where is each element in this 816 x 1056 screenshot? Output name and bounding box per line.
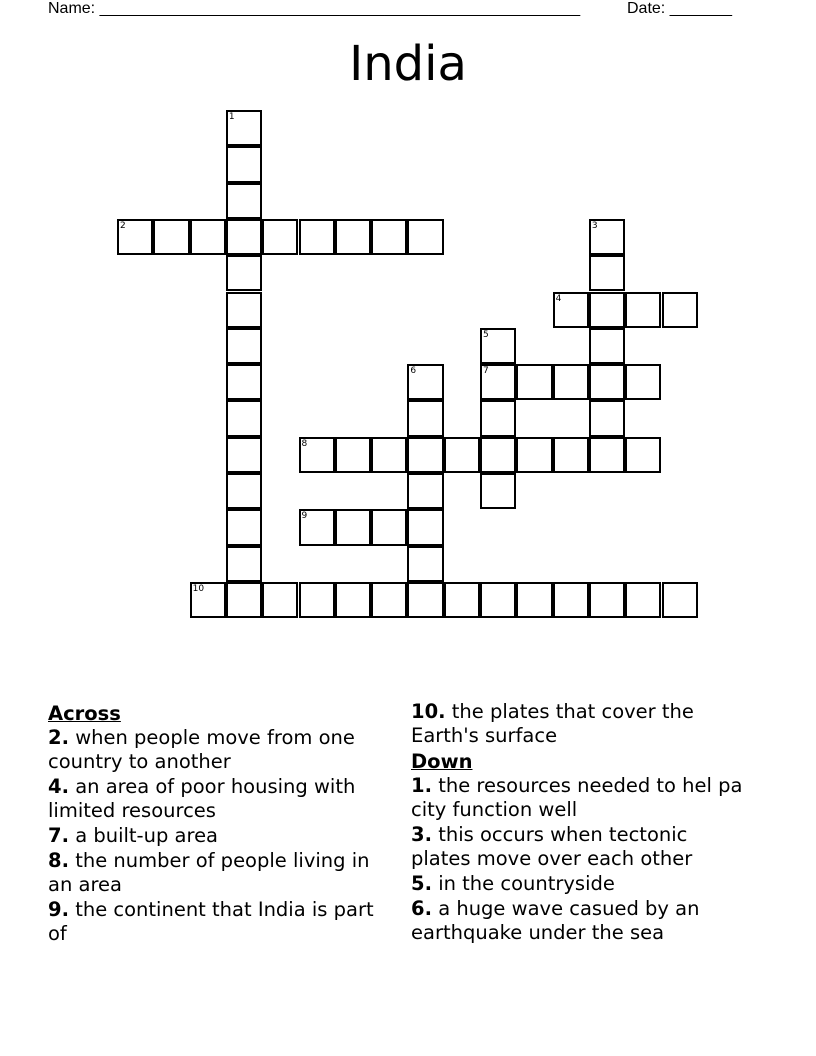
crossword-cell[interactable] — [226, 473, 262, 509]
name-field-label: Name: ______________________________________________________ — [48, 0, 581, 17]
clue-number: 10. — [411, 700, 446, 723]
cell-number: 2 — [120, 220, 126, 231]
crossword-cell[interactable] — [553, 437, 589, 473]
crossword-cell[interactable] — [516, 582, 552, 618]
crossword-cell[interactable] — [516, 364, 552, 400]
crossword-cell[interactable] — [480, 364, 516, 400]
crossword-cell[interactable] — [226, 292, 262, 328]
clue-number: 3. — [411, 823, 432, 846]
crossword-cell[interactable] — [407, 473, 443, 509]
crossword-cell[interactable] — [589, 364, 625, 400]
crossword-cell[interactable] — [625, 364, 661, 400]
crossword-cell[interactable] — [226, 546, 262, 582]
clue-number: 5. — [411, 872, 432, 895]
crossword-cell[interactable] — [262, 219, 298, 255]
crossword-cell[interactable] — [299, 437, 335, 473]
clue-text: the resources needed to hel pa city function well — [411, 774, 743, 821]
clue-text: in the countryside — [438, 872, 615, 895]
crossword-cell[interactable] — [625, 582, 661, 618]
crossword-cell[interactable] — [407, 219, 443, 255]
clue-number: 8. — [48, 849, 69, 872]
crossword-cell[interactable] — [226, 509, 262, 545]
crossword-cell[interactable] — [299, 582, 335, 618]
crossword-cell[interactable] — [226, 582, 262, 618]
cell-number: 7 — [483, 366, 489, 377]
crossword-cell[interactable] — [226, 437, 262, 473]
crossword-cell[interactable] — [589, 582, 625, 618]
crossword-cell[interactable] — [589, 255, 625, 291]
crossword-cell[interactable] — [589, 328, 625, 364]
clue-number: 6. — [411, 897, 432, 920]
cell-number: 4 — [555, 293, 562, 304]
clue-number: 2. — [48, 726, 69, 749]
crossword-cell[interactable] — [589, 437, 625, 473]
crossword-cell[interactable] — [407, 400, 443, 436]
crossword-cell[interactable] — [553, 364, 589, 400]
crossword-cell[interactable] — [625, 292, 661, 328]
clue-text: a huge wave casued by an earthquake under the sea — [411, 897, 700, 944]
clue-text: the plates that cover the Earth's surface — [411, 700, 694, 747]
crossword-cell[interactable] — [226, 400, 262, 436]
crossword-cell[interactable] — [371, 509, 407, 545]
crossword-cell[interactable] — [371, 437, 407, 473]
clue-text: the continent that India is part of — [48, 898, 374, 945]
across-clue-10 — [411, 700, 751, 748]
clue-number: 4. — [48, 775, 69, 798]
crossword-cell[interactable] — [153, 219, 189, 255]
crossword-cell[interactable] — [299, 219, 335, 255]
cell-number: 1 — [228, 112, 235, 122]
crossword-cell[interactable] — [226, 183, 262, 219]
cell-number: 10 — [192, 583, 205, 594]
cell-number: 6 — [410, 366, 417, 377]
across-clue-7 — [48, 824, 393, 848]
down-clue-1 — [411, 774, 751, 822]
crossword-cell[interactable] — [226, 110, 262, 146]
down-heading: Down — [411, 750, 473, 773]
crossword-cell[interactable] — [480, 437, 516, 473]
across-clue-9 — [48, 898, 393, 946]
crossword-cell[interactable] — [190, 582, 226, 618]
crossword-cell[interactable] — [589, 292, 625, 328]
crossword-cell[interactable] — [444, 437, 480, 473]
across-clue-2 — [48, 726, 393, 774]
crossword-cell[interactable] — [553, 582, 589, 618]
crossword-cell[interactable] — [625, 437, 661, 473]
crossword-cell[interactable] — [226, 328, 262, 364]
cell-number: 3 — [591, 220, 598, 231]
clue-text: the number of people living in an area — [48, 849, 370, 896]
crossword-cell[interactable] — [262, 582, 298, 618]
down-clue-6 — [411, 897, 751, 945]
crossword-cell[interactable] — [407, 582, 443, 618]
crossword-cell[interactable] — [335, 437, 371, 473]
crossword-cell[interactable] — [335, 509, 371, 545]
crossword-cell[interactable] — [407, 364, 443, 400]
clue-text: an area of poor housing with limited resources — [48, 775, 356, 822]
across-clue-4 — [48, 775, 393, 823]
crossword-cell[interactable] — [407, 546, 443, 582]
across-heading: Across — [48, 702, 121, 725]
page-title: India — [349, 36, 467, 92]
crossword-cell[interactable] — [226, 219, 262, 255]
crossword-cell[interactable] — [444, 582, 480, 618]
crossword-cell[interactable] — [226, 255, 262, 291]
crossword-cell[interactable] — [553, 292, 589, 328]
crossword-cell[interactable] — [299, 509, 335, 545]
crossword-cell[interactable] — [589, 219, 625, 255]
crossword-cell[interactable] — [662, 292, 698, 328]
date-field-label: Date: _______ — [627, 0, 732, 17]
clue-text: a built-up area — [75, 824, 219, 847]
clue-text: when people move from one country to another — [48, 726, 355, 773]
crossword-cell[interactable] — [371, 219, 407, 255]
crossword-cell[interactable] — [662, 582, 698, 618]
clue-number: 9. — [48, 898, 69, 921]
down-clue-3 — [411, 823, 751, 871]
cell-number: 8 — [301, 438, 308, 449]
crossword-cell[interactable] — [407, 509, 443, 545]
clue-text: this occurs when tectonic plates move over each other — [411, 823, 693, 870]
crossword-cell[interactable] — [371, 582, 407, 618]
crossword-cell[interactable] — [226, 146, 262, 182]
clue-number: 7. — [48, 824, 69, 847]
crossword-cell[interactable] — [480, 400, 516, 436]
clues-column-left — [48, 700, 393, 947]
cell-number: 5 — [483, 329, 489, 340]
crossword-cell[interactable] — [335, 219, 371, 255]
crossword-cell[interactable] — [480, 473, 516, 509]
crossword-cell[interactable] — [407, 437, 443, 473]
down-clue-5 — [411, 872, 751, 896]
across-clue-8 — [48, 849, 393, 897]
crossword-cell[interactable] — [117, 219, 153, 255]
crossword-cell[interactable] — [190, 219, 226, 255]
cell-number: 9 — [301, 511, 308, 522]
crossword-cell[interactable] — [589, 400, 625, 436]
crossword-cell[interactable] — [480, 328, 516, 364]
crossword-cell[interactable] — [516, 437, 552, 473]
clues-column-right — [411, 700, 751, 946]
clue-number: 1. — [411, 774, 432, 797]
crossword-cell[interactable] — [480, 582, 516, 618]
crossword-cell[interactable] — [226, 364, 262, 400]
crossword-cell[interactable] — [335, 582, 371, 618]
